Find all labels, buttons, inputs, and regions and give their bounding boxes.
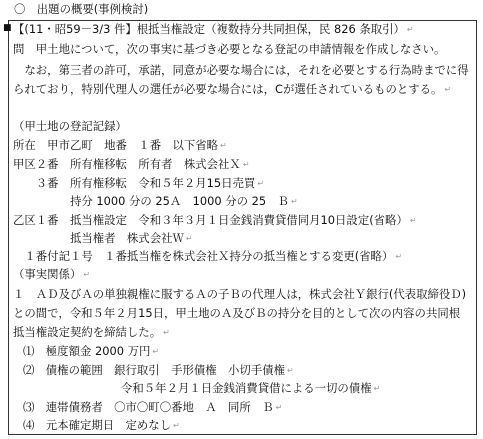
question-line-1: 問 甲土地について，次の事実に基づき必要となる登記の申請情報を作成しなさい。 xyxy=(13,42,446,56)
registry-line: 持分 1000 分の 25Ａ 1000 分の 25 Ｂ ↵ xyxy=(13,194,298,208)
registry-line: 抵当権者 株式会社Ｗ ↵ xyxy=(13,231,193,245)
paragraph-mark-icon: ↵ xyxy=(275,403,283,412)
fact-detail: ⑵ 債権の範囲 銀行取引 手形債権 小切手債権 ↵ xyxy=(23,363,294,377)
paragraph-mark-icon: ↵ xyxy=(257,179,265,188)
fact-detail: ⑷ 元本確定期日 定めなし ↵ xyxy=(23,418,180,432)
registry-title: （甲土地の登記記録） xyxy=(13,119,127,133)
paragraph-mark-icon: ↵ xyxy=(395,252,403,261)
paragraph-mark-icon: ↵ xyxy=(406,25,414,34)
fact-detail: ⑴ 極度額金 2000 万円 ↵ xyxy=(23,344,160,358)
case-title: 【(11・昭59－3/3 件】根抵当権設定（複数持分共同担保，民 826 条取引） ↵ xyxy=(13,22,414,36)
registry-line: 所在 甲市乙町 地番 １番 以下省略 ↵ xyxy=(13,138,227,152)
paragraph-mark-icon: ↵ xyxy=(185,234,193,243)
paragraph-mark-icon: ↵ xyxy=(83,270,91,279)
question-note: なお，第三者の許可，承諾，同意が必要な場合には，それを必要とする行為時までに得られており，特別代理人の選任が必要な場合には，Cが選任されているものとする。 ↵ xyxy=(13,63,469,96)
registry-line: 乙区１番 抵当権設定 令和３年３月１日金銭消費貸借同月10日設定(省略） ↵ xyxy=(13,213,417,227)
paragraph-mark-icon: ↵ xyxy=(287,366,294,375)
paragraph-mark-icon: ↵ xyxy=(173,421,180,430)
paragraph-mark-icon: ↵ xyxy=(373,384,381,393)
paragraph-mark-icon: ↵ xyxy=(242,160,250,169)
table-anchor-icon: ■ xyxy=(3,23,12,33)
paragraph-mark-icon: ↵ xyxy=(152,347,160,356)
section-heading: 〇 出題の概要(事例検討) xyxy=(14,2,149,16)
paragraph-mark-icon: ↵ xyxy=(444,84,452,94)
registry-line: １番付記１号 １番抵当権を株式会社Ｘ持分の抵当権とする変更(省略） ↵ xyxy=(13,249,403,263)
paragraph-mark-icon: ↵ xyxy=(220,141,227,150)
fact-detail: ⑶ 連帯債務者 〇市〇町〇番地 Ａ 同所 Ｂ ↵ xyxy=(23,400,283,414)
fact-detail: 令和５年２月１日金銭消費貸借による一切の債権 ↵ xyxy=(121,381,381,395)
registry-line: ３番 所有権移転 令和５年２月15日売買 ↵ xyxy=(13,176,265,190)
facts-item-1: １ ＡＤ及びＡの単独親権に服するＡの子Ｂの代理人は，株式会社Ｙ銀行(代表取締役Ｄ)との間で，令和５年２月15日，甲土地のＡ及びＢの持分を目的として次の内容の共同根抵当権設定契約を締結した。 ↵ xyxy=(13,287,467,339)
paragraph-mark-icon: ↵ xyxy=(290,197,298,206)
paragraph-mark-icon: ↵ xyxy=(163,328,170,337)
facts-title: （事実関係） ↵ xyxy=(13,267,91,281)
paragraph-mark-icon: ↵ xyxy=(409,216,417,225)
registry-line: 甲区２番 所有権移転 所有者 株式会社Ｘ ↵ xyxy=(13,157,250,171)
